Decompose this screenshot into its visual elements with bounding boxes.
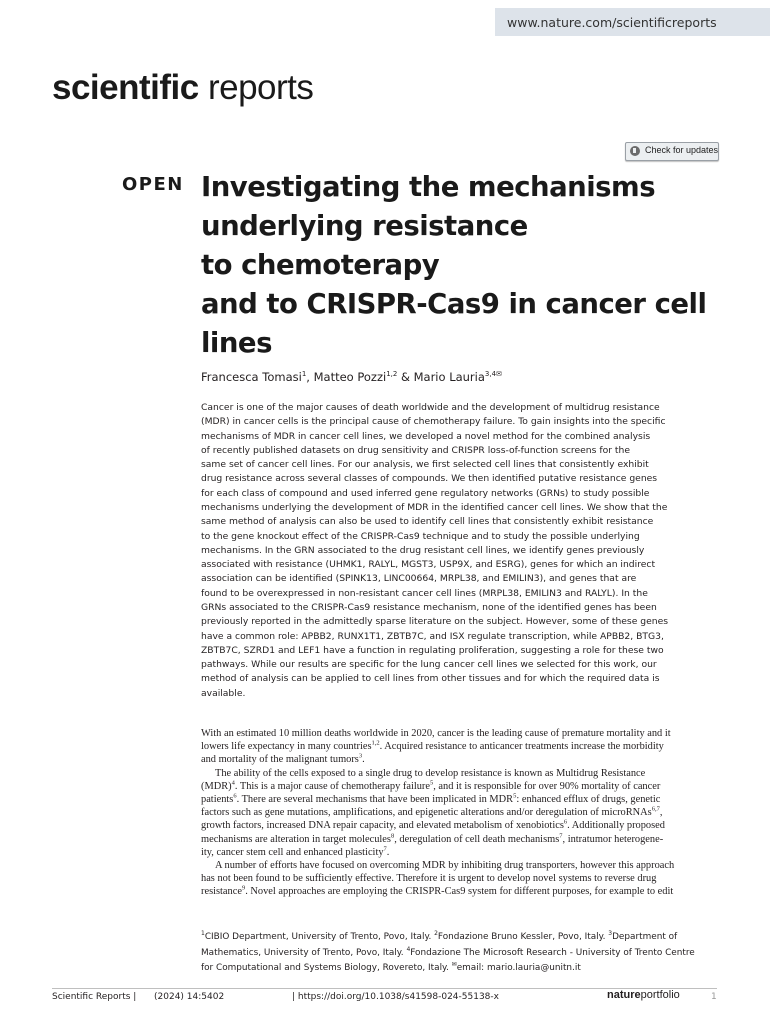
abstract-line: (MDR) in cancer cells is the principal cause of chemotherapy failure. To gain insights into the specific xyxy=(201,416,666,428)
title-line: to chemoterapy xyxy=(201,249,440,281)
publisher-logo xyxy=(607,989,680,1001)
abstract-line: of recently published datasets on drug sensitivity and CRISPR loss-of-function screens for the xyxy=(201,444,630,456)
title-line: lines xyxy=(201,327,272,359)
body-text-span: , intratumor heterogene- xyxy=(562,833,664,845)
body-text-span: and mortality of the malignant tumors xyxy=(201,754,359,766)
body-text-span: With an estimated 10 million deaths worldwide in 2020, cancer is the leading cause of premature mortality and it xyxy=(201,728,671,739)
title-line: Investigating the mechanisms xyxy=(201,171,656,203)
abstract-line: mechanisms. In the GRN associated to the drug resistant cell lines, we identify genes previously xyxy=(201,544,645,556)
body-text xyxy=(201,727,721,899)
abstract-line: mechanisms of MDR in cancer cell lines, we developed a novel method for the combined analysis xyxy=(201,430,651,442)
affiliation-text: for Computational and Systems Biology, Rovereto, Italy. xyxy=(201,963,452,974)
abstract-line: to the gene knockout effect of the CRISPR-Cas9 technique and to study the possible underlying xyxy=(201,530,640,542)
journal-logo xyxy=(52,68,313,108)
publisher-logo-bold: nature xyxy=(607,989,641,1001)
abstract-line: ZBTB7C, SZRD1 and LEF1 have a function in regulating proliferation, suggesting a role for these two xyxy=(201,644,664,656)
abstract-line: associated with resistance (UHMK1, RALYL, MGST3, USP9X, and ESRG), genes for which an indirect xyxy=(201,559,656,571)
citation-marker[interactable]: 6 xyxy=(563,818,568,826)
body-text-span: : enhanced efflux of drugs, genetic xyxy=(516,794,661,806)
abstract-line: for each class of compound and used inferred gene regulatory networks (GRNs) to study possible xyxy=(201,487,650,499)
body-line xyxy=(201,740,721,753)
affiliation-marker: 3,4 xyxy=(484,370,497,379)
affiliation-text: Fondazione Bruno Kessler, Povo, Italy. xyxy=(437,932,609,942)
body-text-span: ity, cancer stem cell and enhanced plasticity xyxy=(201,846,384,858)
body-text-span: . xyxy=(362,754,365,766)
affiliation-text: Mathematics, University of Trento, Povo, Italy. xyxy=(201,947,407,958)
abstract xyxy=(201,401,721,701)
body-line xyxy=(201,727,721,740)
citation-marker[interactable]: 6 xyxy=(233,792,237,800)
body-text-span: The ability of the cells exposed to a single drug to develop resistance is known as Multidrug Resistance xyxy=(215,767,646,779)
body-text-span: resistance xyxy=(201,886,242,898)
citation-marker[interactable]: 7 xyxy=(559,832,563,840)
abstract-line: same method of analysis can also be used to identify cell lines that consistently exhibit resistance xyxy=(201,516,654,528)
citation-marker[interactable]: 7 xyxy=(383,845,387,853)
body-line xyxy=(201,806,721,819)
affiliation-marker: 1 xyxy=(301,370,307,379)
affiliation-marker: 2 xyxy=(434,930,438,938)
abstract-line: pathways. While our results are specific for the lung cancer cell lines we selected for this work, our xyxy=(201,659,657,671)
affiliation-text: CIBIO Department, University of Trento, Povo, Italy. xyxy=(204,932,435,942)
abstract-line: available. xyxy=(201,687,246,699)
body-text-span: A number of efforts have focused on overcoming MDR by inhibiting drug transporters, however this approach xyxy=(215,860,675,872)
author-separator: & xyxy=(397,370,414,384)
abstract-line: drug resistance across several classes of compounds. We then identified putative resistance genes xyxy=(201,473,658,485)
citation-marker[interactable]: 5 xyxy=(429,779,434,787)
journal-url[interactable]: www.nature.com/scientificreports xyxy=(507,15,717,30)
abstract-line: Cancer is one of the major causes of death worldwide and the development of multidrug resistance xyxy=(201,402,660,413)
body-text-span: patients xyxy=(201,794,234,806)
body-text-span: (MDR) xyxy=(201,780,232,792)
citation-marker[interactable]: 8 xyxy=(390,832,395,840)
journal-logo-bold: scientific xyxy=(52,68,199,107)
citation-marker[interactable]: 3 xyxy=(358,752,363,760)
citation-marker[interactable]: 9 xyxy=(241,884,246,892)
body-line xyxy=(201,767,721,780)
affiliation-text: Fondazione The Microsoft Research - University of Trento Centre xyxy=(410,947,695,958)
title-line: underlying resistance xyxy=(201,210,528,242)
abstract-line: found to be overexpressed in non-resistant cancer cell lines (MRPL38, EMILIN3 and RALYL). In the xyxy=(201,587,648,599)
body-text-span: . xyxy=(386,846,390,858)
body-line xyxy=(201,793,721,806)
body-text-span: , xyxy=(659,807,663,819)
author-name[interactable]: Matteo Pozzi xyxy=(313,370,387,384)
body-text-span: . Novel approaches are employing the CRISPR-Cas9 system for different purposes, for example to edit xyxy=(245,886,674,898)
body-text-span: growth factors, increased DNA repair capacity, and elevated metabolism of xenobiotics xyxy=(201,820,564,832)
abstract-line: GRNs associated to the CRISPR-Cas9 resistance mechanism, none of the identified genes has been xyxy=(201,601,657,613)
affiliation-line xyxy=(201,946,721,962)
journal-url-banner[interactable] xyxy=(495,8,770,36)
body-line xyxy=(201,833,721,846)
body-line xyxy=(201,780,721,793)
affiliation-marker: 1,2 xyxy=(386,370,398,379)
body-text-span: . This is a major cause of chemotherapy failure xyxy=(234,780,430,792)
abstract-line: method of analysis can be applied to cell lines from other tissues and for which the required data is xyxy=(201,673,660,685)
body-line xyxy=(201,819,721,832)
body-text-span: , deregulation of cell death mechanisms xyxy=(394,833,560,845)
envelope-icon[interactable]: ✉ xyxy=(496,370,502,379)
affiliations xyxy=(201,930,721,977)
page-number: 1 xyxy=(711,992,717,1002)
body-text-span: lowers life expectancy in many countries xyxy=(201,741,372,753)
body-text-span: has not been found to be sufficiently effective. Therefore it is urgent to develop novel systems to reverse drug xyxy=(201,873,657,885)
body-text-span: . There are several mechanisms that have been implicated in MDR xyxy=(236,794,514,806)
author-list xyxy=(201,370,502,384)
citation-marker[interactable]: 5 xyxy=(513,792,517,800)
body-line xyxy=(201,846,721,859)
affiliation-text: Department of xyxy=(612,932,678,942)
affiliation-line xyxy=(201,930,721,946)
footer-volume: (2024) 14:5402 xyxy=(154,992,225,1002)
article-title xyxy=(201,168,707,363)
citation-marker[interactable]: 1,2 xyxy=(371,739,380,747)
journal-logo-light: reports xyxy=(207,68,314,107)
affiliation-marker: 3 xyxy=(608,930,613,938)
body-text-span: . Additionally proposed xyxy=(567,820,665,832)
body-text-span: mechanisms are alteration in target molecules xyxy=(201,833,391,845)
body-line xyxy=(201,872,721,885)
citation-marker[interactable]: 6,7 xyxy=(651,805,660,813)
open-access-label: OPEN xyxy=(122,174,184,195)
affiliation-marker: 4 xyxy=(406,945,411,953)
author-name[interactable]: Mario Lauria xyxy=(413,370,485,384)
check-for-updates-button[interactable] xyxy=(625,142,719,161)
body-line xyxy=(201,859,721,872)
author-separator: , xyxy=(306,370,314,384)
author-name[interactable]: Francesca Tomasi xyxy=(201,370,302,384)
check-for-updates-label: Check for updates xyxy=(645,145,719,155)
update-icon xyxy=(630,146,640,156)
affiliation-line xyxy=(201,961,721,977)
title-line: and to CRISPR-Cas9 in cancer cell xyxy=(201,288,707,320)
footer-journal: Scientific Reports | xyxy=(52,992,137,1002)
body-text-span: , and it is responsible for over 90% mortality of cancer xyxy=(433,780,661,792)
abstract-line: association can be identified (SPINK13, LINC00664, MRPL38, and EMILIN3), and genes that are xyxy=(201,573,637,585)
body-text-span: factors such as gene mutations, amplifications, and epigenetic alterations and/or deregulation of microRNAs xyxy=(201,807,652,819)
envelope-icon[interactable]: ✉ xyxy=(451,961,457,969)
affiliation-marker: 1 xyxy=(201,930,205,938)
body-line xyxy=(201,753,721,766)
citation-marker[interactable]: 4 xyxy=(231,779,235,787)
body-text-span: . Acquired resistance to anticancer treatments increase the morbidity xyxy=(379,741,664,753)
footer-doi-link[interactable]: | https://doi.org/10.1038/s41598-024-55138-x xyxy=(292,992,499,1002)
abstract-line: previously reported in the admittedly sparse literature on the subject. However, some of these genes xyxy=(201,616,669,628)
abstract-line: same set of cancer cell lines. For our analysis, we first selected cell lines that consistently exhibit xyxy=(201,459,649,471)
corresponding-email[interactable]: email: mario.lauria@unitn.it xyxy=(456,963,581,974)
publisher-logo-light: portfolio xyxy=(640,989,680,1001)
abstract-line: have a common role: APBB2, RUNX1T1, ZBTB7C, and ISX regulate transcription, while APBB2, BTG3, xyxy=(201,630,664,642)
body-line xyxy=(201,885,721,898)
abstract-line: mechanisms underlying the development of MDR in the identified cancer cell lines. We show that the xyxy=(201,501,668,513)
